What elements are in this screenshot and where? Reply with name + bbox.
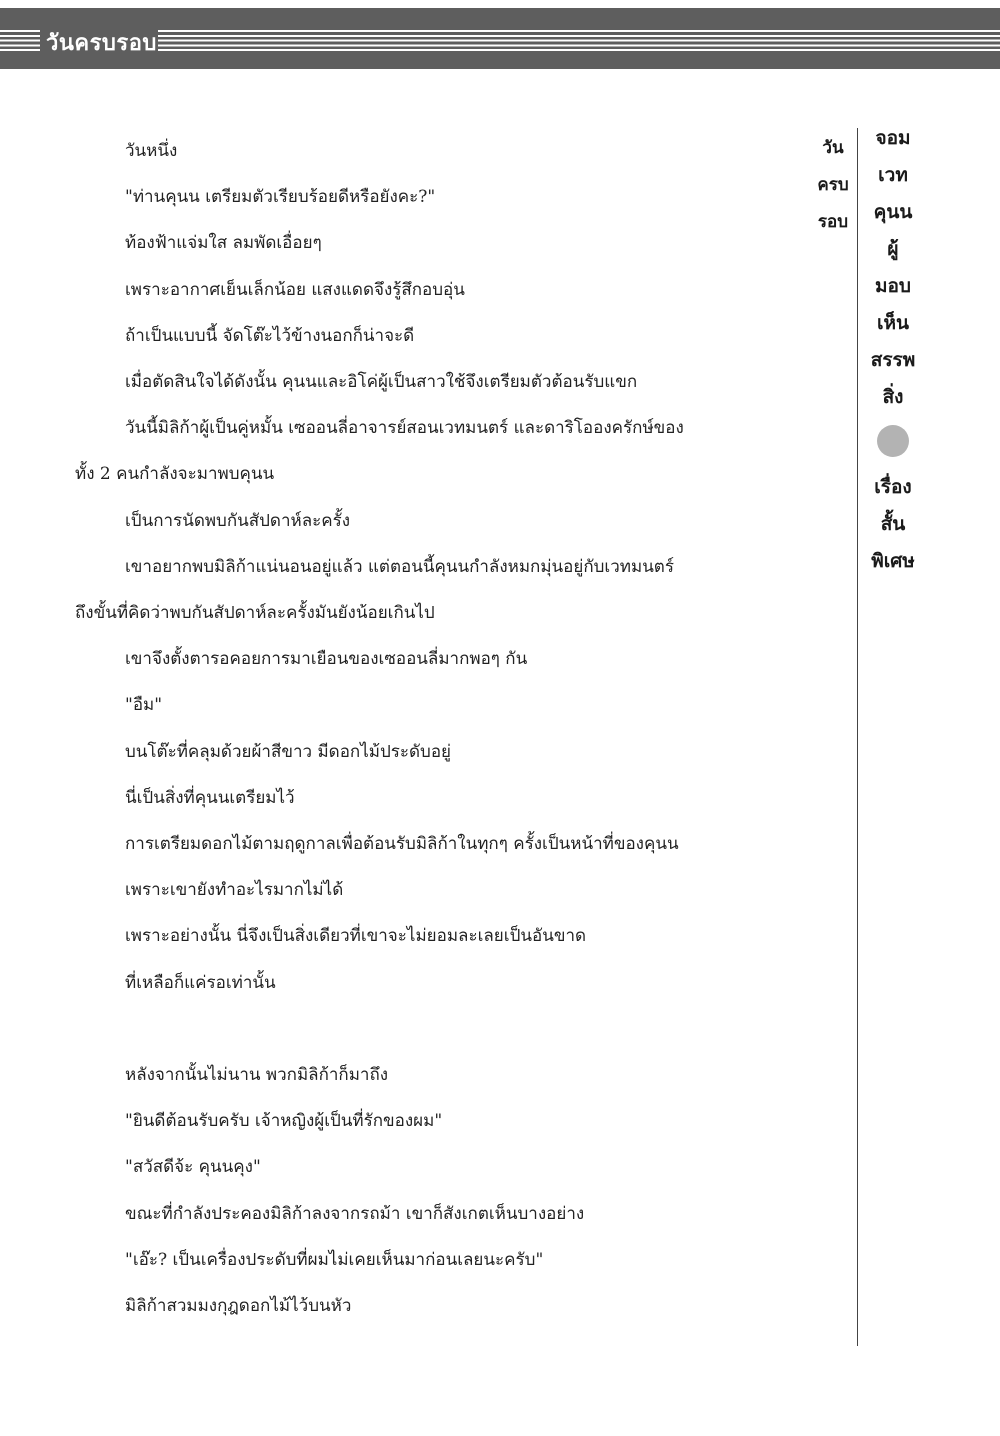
header-bar (0, 8, 1000, 69)
paragraph: เพราะเขายังทำอะไรมากไม่ได้ (125, 880, 344, 901)
header-stripes-right (158, 30, 1000, 54)
paragraph-continuation: ทั้ง 2 คนกำลังจะมาพบคุนน (75, 464, 275, 485)
paragraph: "เอ๊ะ? เป็นเครื่องประดับที่ผมไม่เคยเห็นมาก่อนเลยนะครับ" (125, 1249, 544, 1270)
sidebar-word: รอบ (817, 212, 849, 232)
paragraph: หลังจากนั้นไม่นาน พวกมิลิก้าก็มาถึง (125, 1065, 389, 1086)
paragraph: ขณะที่กำลังประคองมิลิก้าลงจากรถม้า เขาก็สังเกตเห็นบางอย่าง (125, 1203, 585, 1224)
page-header-title: วันครบรอบ (46, 31, 157, 56)
paragraph: เพราะอย่างนั้น นี่จึงเป็นสิ่งเดียวที่เขาจะไม่ยอมละเลยเป็นอันขาด (125, 926, 587, 947)
sidebar-word: สั้น (880, 513, 906, 535)
sidebar-series-title (862, 120, 924, 580)
paragraph: "อืม" (125, 695, 163, 716)
paragraph: ท้องฟ้าแจ่มใส ลมพัดเอื่อยๆ (125, 233, 322, 254)
paragraph: เป็นการนัดพบกันสัปดาห์ละครั้ง (125, 510, 351, 531)
paragraph: "ยินดีต้อนรับครับ เจ้าหญิงผู้เป็นที่รักของผม" (125, 1111, 443, 1132)
sidebar-word: เรื่อง (874, 476, 912, 498)
header-stripes-left (0, 30, 40, 54)
sidebar-word: สรรพ (870, 349, 916, 371)
paragraph: การเตรียมดอกไม้ตามฤดูกาลเพื่อต้อนรับมิลิก้าในทุกๆ ครั้งเป็นหน้าที่ของคุนน (125, 834, 679, 855)
paragraph: วันหนึ่ง (125, 141, 178, 161)
sidebar-word: คุนน (873, 201, 913, 223)
paragraph: มิลิก้าสวมมงกุฎดอกไม้ไว้บนหัว (125, 1296, 352, 1317)
gray-dot-icon (877, 425, 909, 457)
paragraph: ที่เหลือก็แค่รอเท่านั้น (125, 972, 276, 993)
paragraph: "สวัสดีจ้ะ คุนนคุง" (125, 1157, 261, 1178)
paragraph: เพราะอากาศเย็นเล็กน้อย แสงแดดจึงรู้สึกอบอุ่น (125, 279, 465, 300)
sidebar-word: สิ่ง (882, 386, 904, 408)
paragraph-continuation: ถึงขั้นที่คิดว่าพบกันสัปดาห์ละครั้งมันยังน้อยเกินไป (75, 603, 435, 624)
sidebar-word: เห็น (876, 312, 909, 334)
sidebar-word: จอม (875, 127, 911, 149)
paragraph: นี่เป็นสิ่งที่คุนนเตรียมไว้ (125, 787, 295, 808)
paragraph: เขาจึงตั้งตารอคอยการมาเยือนของเซออนลี่มากพอๆ กัน (125, 649, 528, 670)
paragraph: เมื่อตัดสินใจได้ดังนั้น คุนนและอิโค่ผู้เป็นสาวใช้จึงเตรียมตัวต้อนรับแขก (125, 372, 638, 393)
sidebar-divider (857, 128, 858, 1346)
paragraph: วันนี้มิลิก้าผู้เป็นคู่หมั้น เซออนลี่อาจารย์สอนเวทมนตร์ และดาริโอองครักษ์ของ (125, 418, 684, 439)
paragraph: เขาอยากพบมิลิก้าแน่นอนอยู่แล้ว แต่ตอนนี้คุนนกำลังหมกมุ่นอยู่กับเวทมนตร์ (125, 556, 674, 577)
sidebar-word: พิเศษ (871, 550, 915, 572)
paragraph-gap (75, 1006, 735, 1052)
sidebar-word: เวท (878, 164, 908, 186)
sidebar-chapter-title (808, 130, 858, 241)
story-text (75, 128, 735, 1329)
sidebar-word: วัน (822, 138, 844, 158)
paragraph: "ท่านคุนน เตรียมตัวเรียบร้อยดีหรือยังคะ?" (125, 187, 436, 208)
paragraph: บนโต๊ะที่คลุมด้วยผ้าสีขาว มีดอกไม้ประดับอยู่ (125, 741, 452, 762)
sidebar-word: ครบ (817, 175, 849, 195)
sidebar-word: มอบ (875, 275, 911, 297)
sidebar-word: ผู้ (887, 238, 899, 260)
paragraph: ถ้าเป็นแบบนี้ จัดโต๊ะไว้ข้างนอกก็น่าจะดี (125, 325, 415, 346)
